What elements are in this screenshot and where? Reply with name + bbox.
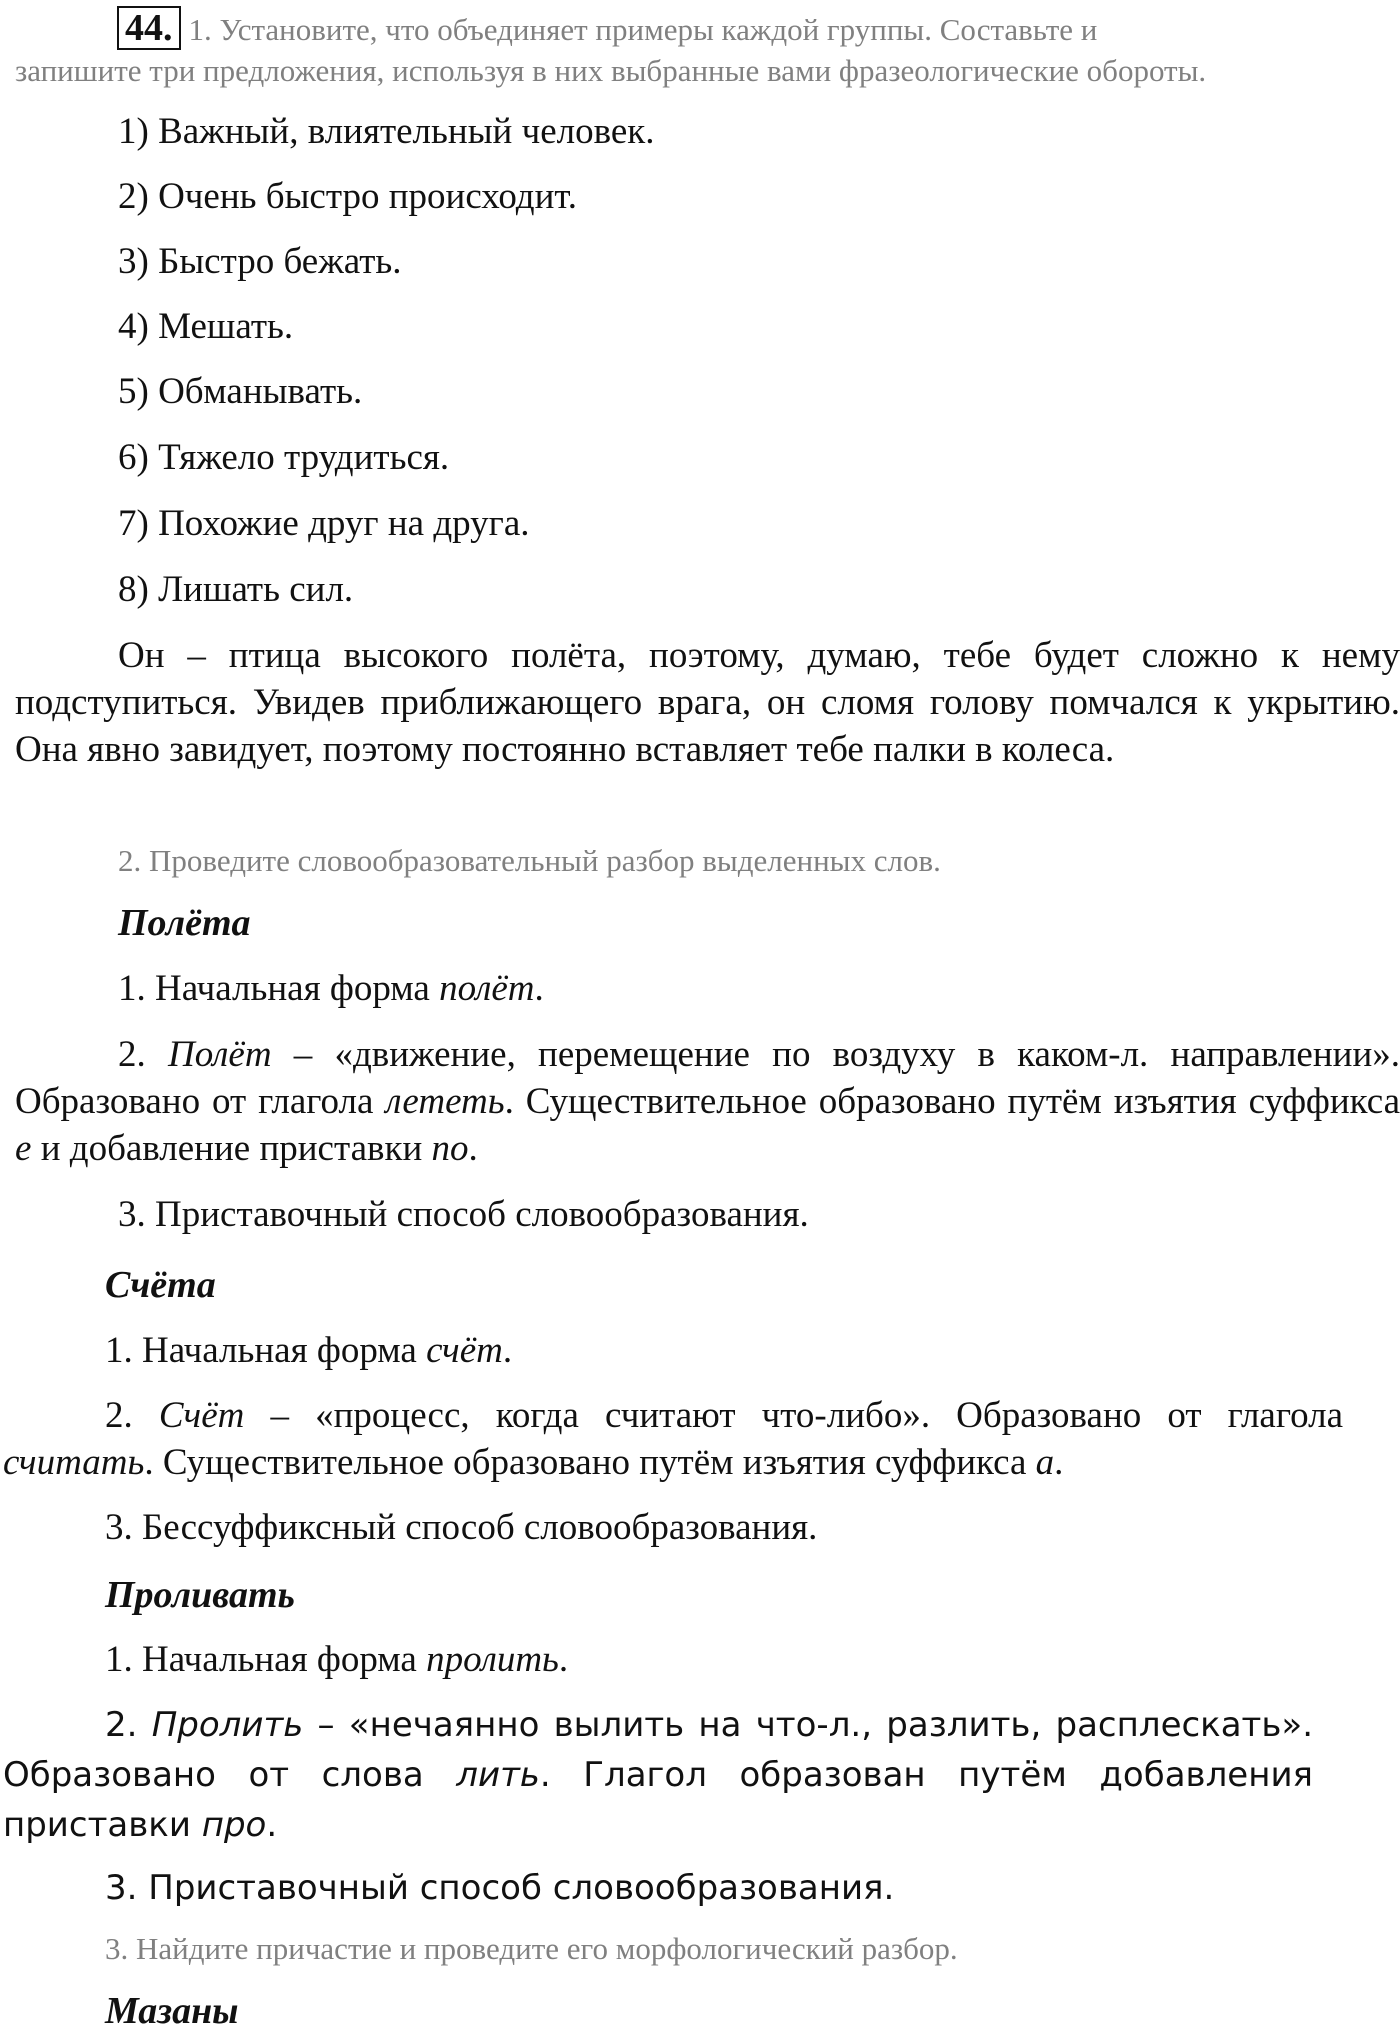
word3-method: 3. Приставочный способ словообразования.	[105, 1868, 895, 1908]
word1-form: полёт	[439, 968, 535, 1009]
answer-item: 7) Похожие друг на друга.	[118, 503, 530, 544]
answer-item: 8) Лишать сил.	[118, 569, 354, 610]
word3-meaning-paragraph: 2. Пролить – «нечаянно вылить на что-л., разлить, расплескать». Образовано от слова лить. Глагол образован путём добавления приставки про.	[3, 1705, 1313, 1845]
task2-instruction: 2. Проведите словообразовательный разбор выделенных слов.	[118, 843, 941, 878]
word-heading: Полёта	[118, 902, 251, 944]
task3-instruction: 3. Найдите причастие и проведите его морфологический разбор.	[105, 1931, 958, 1966]
task1-line2: запишите три предложения, используя в них выбранные вами фразеологические обороты.	[15, 53, 1207, 88]
exercise-header	[117, 6, 1097, 50]
word1-method: 3. Приставочный способ словообразования.	[118, 1194, 809, 1235]
sentences-paragraph: Он – птица высокого полёта, поэтому, думаю, тебе будет сложно к нему подступиться. Увидев приближающего врага, он сломя голову помчался к укрытию. Она явно завидует, поэтому постоянно вставляет тебе палки в колеса.	[15, 635, 1400, 770]
word1-initial-form: 1. Начальная форма полёт.	[118, 968, 544, 1009]
exercise-number: 44.	[117, 6, 181, 50]
answer-item: 3) Быстро бежать.	[118, 241, 402, 282]
word2-initial-form: 1. Начальная форма счёт.	[105, 1330, 513, 1371]
word2-meaning-paragraph: 2. Счёт – «процесс, когда считают что-либо». Образовано от глагола считать. Существительное образовано путём изъятия суффикса а.	[3, 1395, 1344, 1483]
answer-item: 2) Очень быстро происходит.	[118, 176, 578, 217]
word-heading: Проливать	[105, 1574, 295, 1616]
answer-item: 1) Важный, влиятельный человек.	[118, 111, 655, 152]
word2-method: 3. Бессуффиксный способ словообразования.	[105, 1507, 818, 1548]
answer-item: 5) Обманывать.	[118, 371, 363, 412]
task1-line1: 1. Установите, что объединяет примеры каждой группы. Составьте и	[188, 12, 1098, 47]
word-heading: Счёта	[105, 1264, 216, 1306]
word3-initial-form: 1. Начальная форма пролить.	[105, 1639, 569, 1680]
answer-item: 6) Тяжело трудиться.	[118, 437, 450, 478]
answer-item: 4) Мешать.	[118, 306, 294, 347]
word-heading: Мазаны	[105, 1990, 239, 2032]
word1-meaning-paragraph: 2. Полёт – «движение, перемещение по воздуху в каком-л. направлении». Образовано от глагола лететь. Существительное образовано путём изъятия суффикса е и добавление приставки по.	[15, 1034, 1400, 1169]
